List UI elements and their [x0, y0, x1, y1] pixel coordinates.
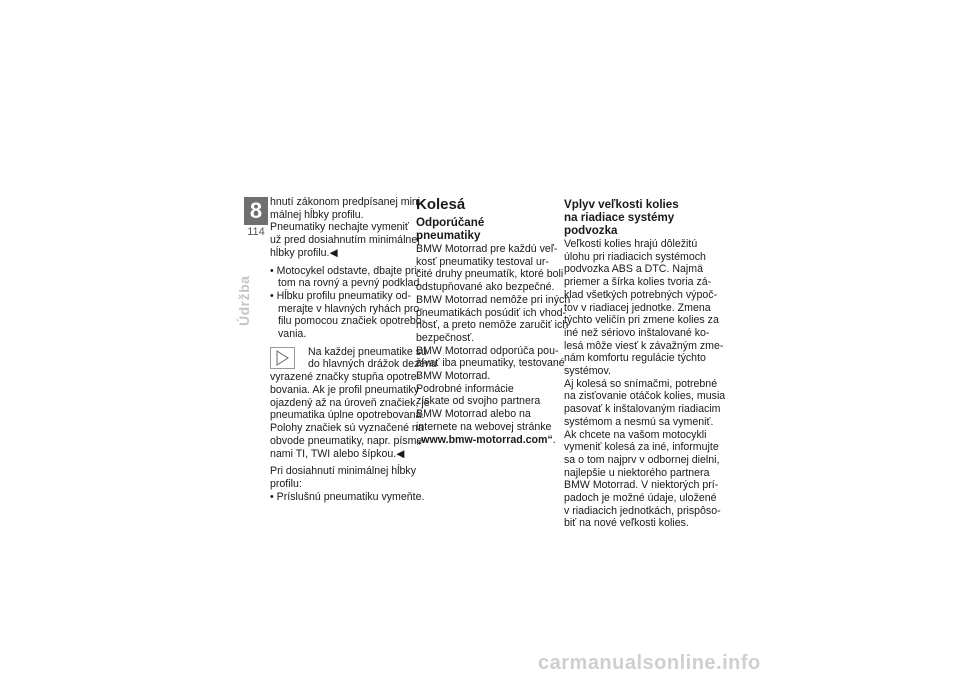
text-line: Polohy značiek sú vyznačené na	[270, 422, 424, 435]
text-line: odstupňované ako bezpečné.	[416, 281, 555, 294]
text-line: BMW Motorrad.	[416, 370, 491, 383]
text-line: Veľkosti kolies hrajú dôležitú	[564, 238, 698, 250]
text-line: týchto veličín pri zmene kolies za	[564, 314, 719, 327]
text-line: profilu:	[270, 477, 302, 490]
text-line: hĺbky profilu.◀	[270, 246, 338, 259]
text-column-3	[564, 196, 726, 530]
text-line: klad všetkých potrebných výpoč-	[564, 288, 718, 301]
text-line: padoch je možné údaje, uložené	[564, 492, 717, 505]
text-line: vymeniť kolesá za iné, informujte	[564, 441, 719, 454]
bullet-item-park	[270, 264, 423, 290]
text-line: systémom a nesmú sa vymeniť.	[564, 415, 714, 428]
text-line: Aj kolesá so snímačmi, potrebné	[564, 377, 718, 390]
text-column-1	[270, 196, 437, 503]
heading-line: na riadiace systémy	[564, 211, 675, 224]
text-line: biť na nové veľkosti kolies.	[564, 517, 689, 530]
text-line: na zisťovanie otáčok kolies, musia	[564, 390, 726, 403]
text-line: Na každej pneumatike sú	[308, 345, 427, 358]
paragraph-wheel-size	[564, 238, 726, 530]
text-line: BMW Motorrad alebo na	[416, 408, 531, 421]
text-line: BMW Motorrad. V niektorých prí-	[564, 479, 719, 492]
text-line: žívať iba pneumatiky, testované	[416, 357, 565, 370]
text-line: lesá môže viesť k závažným zme-	[564, 339, 724, 352]
text-line: bezpečnosť.	[416, 331, 475, 344]
text-line: BMW Motorrad odporúča pou-	[416, 344, 559, 357]
text-line: tom na rovný a pevný podklad.	[278, 277, 423, 290]
text-line: Pri dosiahnutí minimálnej hĺbky	[270, 465, 417, 478]
text-line: • Hĺbku profilu pneumatiky od-	[270, 289, 411, 302]
paragraph-recommended-tyres	[416, 243, 571, 446]
text-line: čité druhy pneumatík, ktoré boli	[416, 268, 564, 281]
text-line: získate od svojho partnera	[416, 395, 541, 408]
text-line: internete na webovej stránke	[416, 420, 552, 433]
text-line: obvode pneumatiky, napr. písme-	[270, 434, 426, 447]
text-line: Podrobné informácie	[416, 382, 514, 395]
heading-line: Vplyv veľkosti kolies	[564, 198, 679, 211]
text-line: filu pomocou značiek opotrebo-	[278, 315, 426, 328]
section-heading: Kolesá	[416, 196, 466, 213]
text-line: pasovať k inštalovaným riadiacim	[564, 403, 721, 416]
subsection-heading	[564, 198, 700, 237]
text-line: v riadiacich jednotkách, prispôso-	[564, 504, 721, 517]
text-line: priemer a šírka kolies tvoria zá-	[564, 276, 712, 289]
text-column-2	[416, 196, 571, 446]
section-tab-label: Údržba	[236, 275, 252, 326]
text-line: hnutí zákonom predpísanej mini-	[270, 196, 424, 208]
page-number: 114	[247, 226, 265, 238]
text-line: BMW Motorrad pre každú veľ-	[416, 243, 558, 255]
text-line: nami TI, TWI alebo šípkou.◀	[270, 447, 405, 460]
text-line: do hlavných drážok dezénu	[308, 358, 437, 371]
paragraph-wear-marks	[270, 396, 430, 461]
note-block	[270, 345, 437, 397]
site-watermark: carmanualsonline.info	[538, 652, 761, 674]
subsection-heading: Odporúčané pneumatiky	[416, 216, 485, 242]
note-triangle-icon	[270, 347, 295, 369]
paragraph-intro	[270, 196, 424, 260]
bullet-item-measure	[270, 289, 426, 341]
text-line: nosť, a preto nemôže zaručiť ich	[416, 319, 569, 332]
text-line: už pred dosiahnutím minimálnej	[270, 234, 420, 247]
text-line: BMW Motorrad nemôže pri iných	[416, 293, 571, 306]
text-line: • Príslušnú pneumatiku vymeňte.	[270, 490, 425, 503]
text-line: • Motocykel odstavte, dbajte pri-	[270, 264, 421, 277]
text-line: systémov.	[564, 365, 611, 378]
text-line: najlepšie u niektorého partnera	[564, 466, 710, 479]
paragraph-replace	[270, 465, 425, 503]
text-line: vania.	[278, 328, 307, 341]
text-line: vyrazené značky stupňa opotre-	[270, 371, 421, 384]
chapter-number-badge: 8	[244, 197, 268, 225]
text-line: sa o tom najprv v odbornej dielni,	[564, 453, 720, 466]
text-line: tov v riadiacej jednotke. Zmena	[564, 301, 711, 314]
text-line: podvozka ABS a DTC. Najmä	[564, 263, 703, 276]
text-line: merajte v hlavných ryhách pro-	[278, 302, 423, 315]
text-line: iné než sériovo inštalované ko-	[564, 326, 710, 339]
text-line: úlohu pri riadiacich systémoch	[564, 250, 706, 263]
text-line: Pneumatiky nechajte vymeniť	[270, 221, 409, 234]
text-line: Ak chcete na vašom motocykli	[564, 428, 707, 441]
link-period: .	[552, 433, 556, 446]
website-link[interactable]: „www.bmw-motorrad.com“	[416, 433, 553, 446]
text-line: nám komfortu regulácie týchto	[564, 352, 706, 365]
text-line: pneumatikách posúdiť ich vhod-	[416, 306, 567, 319]
text-line: málnej hĺbky profilu.	[270, 208, 364, 221]
text-line	[416, 433, 556, 447]
text-line: pneumatika úplne opotrebovaná.	[270, 409, 425, 422]
text-line: bovania. Ak je profil pneumatiky	[270, 383, 419, 396]
text-line: kosť pneumatiky testoval ur-	[416, 255, 549, 268]
heading-line: podvozka	[564, 224, 618, 237]
text-line: ojazdený až na úroveň značiek, je	[270, 396, 430, 409]
